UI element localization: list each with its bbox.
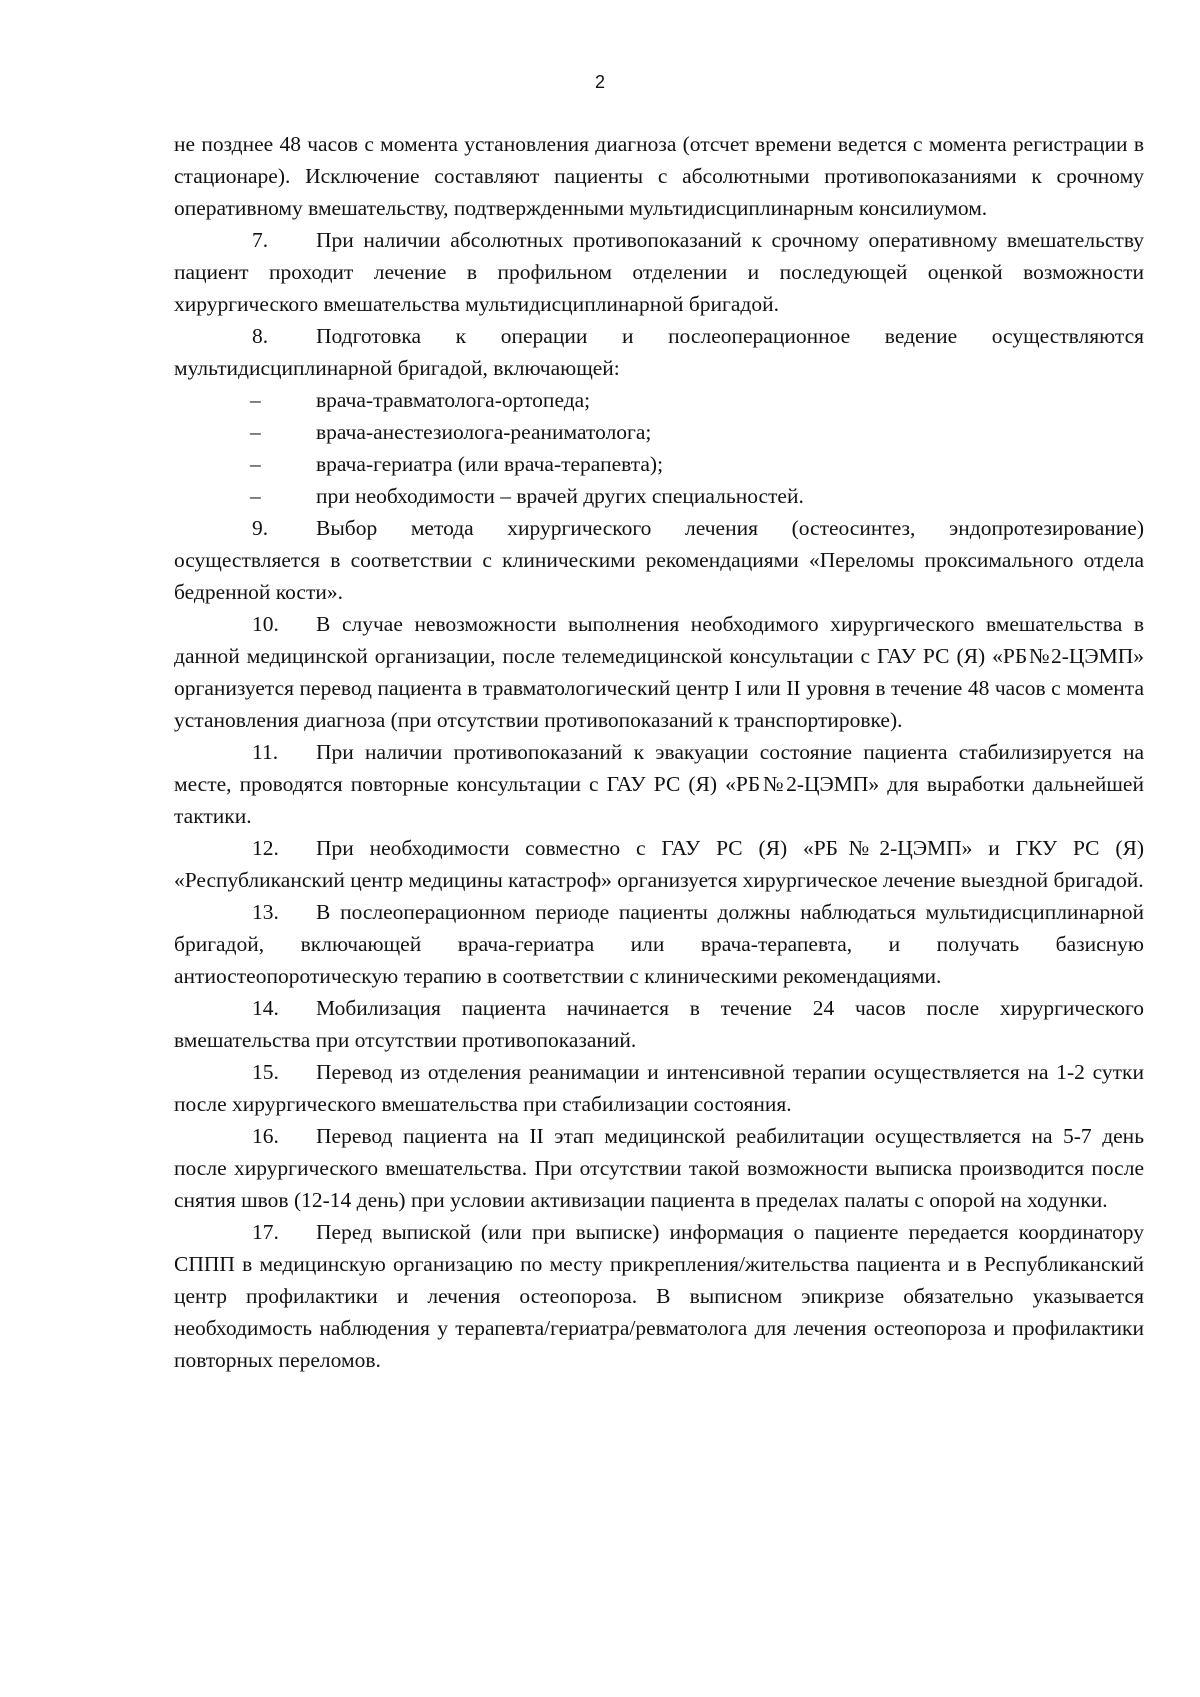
clause-number: 9. [252, 516, 269, 540]
clause-16 [174, 1120, 1144, 1216]
clause-10 [174, 608, 1144, 736]
dash-bullet: – [250, 388, 261, 412]
clause-number: 16. [252, 1124, 279, 1148]
page-number: 2 [594, 72, 605, 92]
clause-number: 14. [252, 996, 279, 1020]
clause-number: 17. [252, 1220, 279, 1244]
clause-12 [174, 832, 1144, 896]
clause-text: Перевод из отделения реанимации и интенсивной терапии осуществляется на 1-2 сутки после хирургического вмешательства при стабилизации состояния. [174, 1060, 1144, 1116]
clause-text: Перевод пациента на II этап медицинской реабилитации осуществляется на 5-7 день после хирургического вмешательства. При отсутствии такой возможности выписка производится после снятия швов (12-14 день) при условии активизации пациента в пределах палаты с опорой на ходунки. [174, 1124, 1144, 1212]
dash-bullet: – [250, 420, 261, 444]
clause-number: 15. [252, 1060, 279, 1084]
clause-text: Подготовка к операции и послеоперационное ведение осуществляются мультидисциплинарной бригадой, включающей: [174, 324, 1144, 380]
clause-number: 7. [252, 228, 269, 252]
clause-text: В послеоперационном периоде пациенты должны наблюдаться мультидисциплинарной бригадой, включающей врача-гериатра или врача-терапевта, и получать базисную антиостеопоротическую терапию в соответствии с клиническими рекомендациями. [174, 900, 1144, 988]
document-body [174, 128, 1144, 1376]
clause-text: При необходимости совместно с ГАУ РС (Я) «РБ№2-ЦЭМП» и ГКУ РС (Я) «Республиканский центр медицины катастроф» организуется хирургическое лечение выездной бригадой. [174, 836, 1144, 892]
clause-text: Выбор метода хирургического лечения (остеосинтез, эндопротезирование) осуществляется в соответствии с клиническими рекомендациями «Переломы проксимального отдела бедренной кости». [174, 516, 1144, 604]
clause-text: При наличии противопоказаний к эвакуации состояние пациента стабилизируется на месте, проводятся повторные консультации с ГАУ РС (Я) «РБ№2-ЦЭМП» для выработки дальнейшей тактики. [174, 740, 1144, 828]
clause-number: 8. [252, 324, 269, 348]
list-item [174, 448, 1144, 480]
clause-text: Мобилизация пациента начинается в течение 24 часов после хирургического вмешательства при отсутствии противопоказаний. [174, 996, 1144, 1052]
continuation-paragraph: не позднее 48 часов с момента установления диагноза (отсчет времени ведется с момента регистрации в стационаре). Исключение составляют пациенты с абсолютными противопоказаниями к срочному оперативному вмешательству, подтвержденными мультидисциплинарным консилиумом. [174, 132, 1144, 220]
list-item-text: при необходимости – врачей других специальностей. [316, 484, 804, 508]
clause-number: 11. [252, 740, 279, 764]
list-item-text: врача-гериатра (или врача-терапевта); [316, 452, 664, 476]
list-item [174, 384, 1144, 416]
clause-9 [174, 512, 1144, 608]
clause-15 [174, 1056, 1144, 1120]
team-list [174, 384, 1144, 512]
list-item-text: врача-анестезиолога-реаниматолога; [316, 420, 652, 444]
list-item-text: врача-травматолога-ортопеда; [316, 388, 591, 412]
clause-text: В случае невозможности выполнения необходимого хирургического вмешательства в данной медицинской организации, после телемедицинской консультации с ГАУ РС (Я) «РБ№2-ЦЭМП» организуется перевод пациента в травматологический центр I или II уровня в течение 48 часов с момента установления диагноза (при отсутствии противопоказаний к транспортировке). [174, 612, 1144, 732]
clause-number: 12. [252, 836, 279, 860]
clause-8 [174, 320, 1144, 384]
dash-bullet: – [250, 484, 261, 508]
clause-7 [174, 224, 1144, 320]
list-item [174, 480, 1144, 512]
clause-number: 10. [252, 612, 279, 636]
clause-number: 13. [252, 900, 279, 924]
clause-14 [174, 992, 1144, 1056]
clause-13 [174, 896, 1144, 992]
clause-text: При наличии абсолютных противопоказаний к срочному оперативному вмешательству пациент проходит лечение в профильном отделении и последующей оценкой возможности хирургического вмешательства мультидисциплинарной бригадой. [174, 228, 1144, 316]
clause-17 [174, 1216, 1144, 1376]
dash-bullet: – [250, 452, 261, 476]
clause-11 [174, 736, 1144, 832]
list-item [174, 416, 1144, 448]
clause-text: Перед выпиской (или при выписке) информация о пациенте передается координатору СППП в медицинскую организацию по месту прикрепления/жительства пациента и в Республиканский центр профилактики и лечения остеопороза. В выписном эпикризе обязательно указывается необходимость наблюдения у терапевта/гериатра/ревматолога для лечения остеопороза и профилактики повторных переломов. [174, 1220, 1144, 1372]
